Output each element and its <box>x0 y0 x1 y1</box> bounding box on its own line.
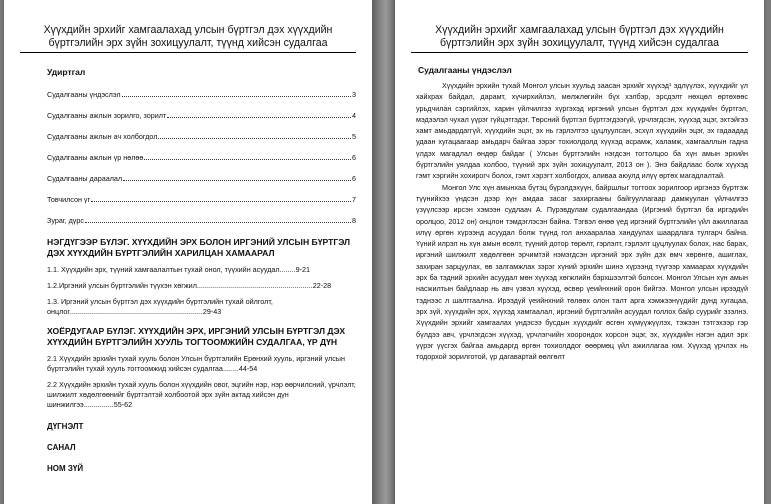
section-page: 55-62 <box>113 400 133 409</box>
toc-bibliography[interactable]: НОМ ЗҮЙ <box>47 464 84 473</box>
section-page: 29-43 <box>202 307 222 316</box>
toc-section[interactable]: 2.2 Хүүхдийн эрхийн тухай хууль болон хүүхдийн овог, эцгийн нэр, нэр өөрчилсний, үрчлэлт, шилжилт хөдөлгөөнийг бүртгэлтэй холбоотой эрх зүйн актад хийсэн дүн шинжилгээ...............55-62 <box>47 380 356 409</box>
header-line-2: бүртгэлийн эрх зүйн зохицуулалт, түүнд хийсэн судалгаа <box>439 37 720 49</box>
toc-item-page: 5 <box>352 132 356 141</box>
toc-leader <box>85 216 351 223</box>
header-line-1: Хүүхдийн эрхийг хамгаалахад улсын бүртгэл дэх хүүхдийн <box>435 24 724 36</box>
chapter-2-title: ХОЁРДУГААР БҮЛЭГ. ХҮҮХДИЙН ЭРХ, ИРГЭНИЙ УЛСЫН БҮРТГЭЛ ДЭХ ХҮҮХДИЙН БҮРТГЭЛИЙН ХУУЛЬ ТОГТООМЖИЙН СУДАЛГАА, ҮР ДҮН <box>47 326 346 347</box>
section-heading: Судалгааны үндэслэл <box>418 65 512 75</box>
toc-leader <box>91 195 351 202</box>
page-header <box>20 24 356 53</box>
toc-title: Удиртгал <box>47 67 86 77</box>
toc-item-title: Товчилсон үг <box>47 195 91 204</box>
toc-item-title: Судалгааны ажлын ач холбогдол <box>47 132 158 141</box>
section-page: 9-21 <box>295 265 310 274</box>
toc-item[interactable] <box>47 174 356 183</box>
toc-item[interactable] <box>47 111 356 120</box>
toc-item-page: 3 <box>352 90 356 99</box>
toc-item-title: Зураг, дүрс <box>47 216 84 225</box>
toc-item-title: Судалгааны дараалал <box>47 174 123 183</box>
toc-section[interactable]: 2.1 Хүүхдийн эрхийн тухай хууль болон Улсын бүртгэлийн Ерөнхий хууль, иргэний улсын бүртгэлийн тухай хууль тогтоомжид хийсэн судалгаа........44-54 <box>47 354 345 373</box>
section-title: 1.1. Хүүхдийн эрх, түүний хамгаалалтын тухай онол, түүхийн асуудал <box>47 265 280 274</box>
toc-item-page: 6 <box>352 174 356 183</box>
toc-item-title: Судалгааны ажлын зорилго, зорилт <box>47 111 167 120</box>
toc-item-title: Судалгааны ажлын үр нөлөө <box>47 153 144 162</box>
toc-item[interactable] <box>47 90 356 99</box>
toc-item[interactable] <box>47 216 356 225</box>
chapter-1-title: НЭГДҮГЭЭР БҮЛЭГ. ХҮҮХДИЙН ЭРХ БОЛОН ИРГЭНИЙ УЛСЫН БҮРТГЭЛ ДЭХ ХҮҮХДИЙН БҮРТГЭЛИЙН ХАРИЛЦАН ХАМААРАЛ <box>47 237 351 258</box>
left-page <box>4 0 372 504</box>
section-title: 2.1 Хүүхдийн эрхийн тухай хууль болон Улсын бүртгэлийн Ерөнхий хууль, иргэний улсын бүртгэлийн тухай хууль тогтоомжид хийсэн судалгаа <box>47 354 345 373</box>
toc-leader <box>158 132 351 139</box>
section-title: 1.3. Иргэний улсын бүртгэл дэх хүүхдийн бүртгэлийн тухай ойлголт, онцлог <box>47 297 273 316</box>
toc-item[interactable] <box>47 195 356 204</box>
header-line-2: бүртгэлийн эрх зүйн зохицуулалт, түүнд хийсэн судалгаа <box>48 37 328 49</box>
toc-item-page: 8 <box>352 216 356 225</box>
section-title: 2.2 Хүүхдийн эрхийн тухай хууль болон хүүхдийн овог, эцгийн нэр, нэр өөрчилсний, үрчлэлт, шилжилт хөдөлгөөнийг бүртгэлтэй холбоотой эрх зүйн актад хийсэн дүн шинжилгээ <box>47 380 356 409</box>
toc-item-page: 7 <box>352 195 356 204</box>
toc-proposal[interactable]: САНАЛ <box>47 443 76 452</box>
toc-item[interactable] <box>47 132 356 141</box>
toc-section[interactable]: 1.3. Иргэний улсын бүртгэл дэх хүүхдийн бүртгэлийн тухай ойлголт, онцлог...................................................................29-43 <box>47 297 273 316</box>
toc-section[interactable]: 1.2.Иргэний улсын бүртгэлийн түүхэн хөгжил..........................................................22-28 <box>47 281 332 290</box>
section-page: 22-28 <box>312 281 332 290</box>
toc-leader <box>123 174 351 181</box>
toc-conclusion[interactable]: ДҮГНЭЛТ <box>47 422 84 431</box>
page-header <box>411 24 748 53</box>
header-line-1: Хүүхдийн эрхийг хамгаалахад улсын бүртгэл дэх хүүхдийн <box>43 24 333 36</box>
toc-leader <box>167 111 351 118</box>
right-page <box>395 0 764 504</box>
section-page: 44-54 <box>238 364 258 373</box>
body-paragraph: Монгол Улс хүн амынхаа бүтэц бүрэлдэхүүн, байршлыг тогтоох зорилгоор иргэнээ бүртгэж түүнийхээ үндсэн дээр хүн амдаа засаг захиргааны байгууллагаар дамжуулан үйлчилгээ үзүүлсээр ирсэн хэмээн судлаач А. Пүрэвдулам судалгаандаа (Иргэний бүртгэл ба иргэдийн оролцоо, 2012 он) онцлон тэмдэглэсэн байна. Тэгвэл өнөө үед иргэний бүртгэлийн үйл ажиллагаа илүү өргөн хүрээнд асуудал болж түүнд гол анхааралаа хандуулах шаардлага тулгарч байна. Үүний илрэл нь хүн амын өсөлт, түүний дотор төрөлт, гэрлэлт, гэрлэлт цуцлуулах болох, нас барах, иргэний шилжилт хөдөлгөөн эрчимтэй нэмэгдсэн иргэний эрх зүйн дэх өмч хөрөнгө, ашиглах, захиран зарцуулах, өв залгамжлах зэрэг хүний эрхийн шинэ хүрээнд түүгээр хамаарах хүүхдийн эрх ба тэдний эрхийн асуудал мөн хүүхэд хөгжлийн бэрхшээлтэй болсон. Монгол Улсын хүн амын насжилтын байдлаар нь авч үзвэл хүүхэд, өсвөр үеийнхний орон бийгээ. Монгол улсын ирээдүй тэднээс л шалтгаална. Ирээдүй үеийнхний төлөөх олон талт арга хэмжээнүүдийг дунд хугацаа, эрх зүй, хүүхдийн эрх, хүүхэд хамгаалал, иргэний бүртгэлийн асуудал голлох байр суурийг эзэлнэ. Хүүхдийн эрхийг хамгаалах үндэсээ бусдын хүүхдийг өсгөн хүмүүжүүлэх, тэжээн тэтгэхээр гэр бүлдээ авч, үрчлэгдсэн хүүхэд, үрчлэгчийн хоорондох хорсон эцэг, эх, хүүхдийн нэгэн адил эрх үүрэг үүсгэх байгаа амьдаргд өргөн тохиолддог өөөрмөц үйл ажиллагаа юм. Хүүхэд үрчлэх нь тодорхой зорилготой, үр дагавартай өөлгөлт <box>416 182 748 362</box>
section-title: 1.2.Иргэний улсын бүртгэлийн түүхэн хөгжил <box>47 281 197 290</box>
toc-item-title: Судалгааны үндэслэл <box>47 90 121 99</box>
toc-leader <box>144 153 351 160</box>
body-paragraph: Хүүхдийн эрхийн тухай Монгол улсын хуульд заасан эрхийг хүүхэд¹ эдлүүлэх, хүүхдийг үл хайхрах байдал, дарамт, хүчирхийлэл, мөлжлөгийн бүх хэлбэр, эрсдэлт нөхцөл өртөхөөс урьдчилан сэргийлэх, харин үйлчилгээ хүргэхэд иргэний улсын бүртгэл дэх хүүхдийн бүртгэл, мэдээлэл чухал үүрэг гүйцэтгэдэг. Төрсний бүртгэл бүртгэгдээгүй, үрчлэгдсэн, хүүхэд эцэг, эхтэйгээ хамт амьдардаггүй, хүүхдийн эцэг, эх нь гэрлэлтээ цуцлуулсан, эсхүл хүүхдийн эцэг, эх гадаадад удаан хугацаагаар амьдарч байгаа зэрэг тохиолдолд хүүхэд асрамж, халамж, хамгааллын гадна үлдэх магадлал өндөр байдаг ( Улсын бүртгэлийн нэгдсэн тогтолцоо ба хүн амын эрхийн бүртгэлийн уялдаа холбоо, түүний эрх зүйн зохицуулалт, 2013 он ). Энэ байдлаас болж хүүхэд гэмт хэргийн хохирогч болох, гэмт хэрэгт холбогдох, аливаа аюулд илүү өртөх магадлалтай. <box>416 81 748 181</box>
toc-item-page: 4 <box>352 111 356 120</box>
toc-section[interactable]: 1.1. Хүүхдийн эрх, түүний хамгаалалтын тухай онол, түүхийн асуудал........9-21 <box>47 265 310 274</box>
toc-leader <box>122 90 351 97</box>
toc-item[interactable] <box>47 153 356 162</box>
page-gutter <box>372 0 395 504</box>
toc-item-page: 6 <box>352 153 356 162</box>
